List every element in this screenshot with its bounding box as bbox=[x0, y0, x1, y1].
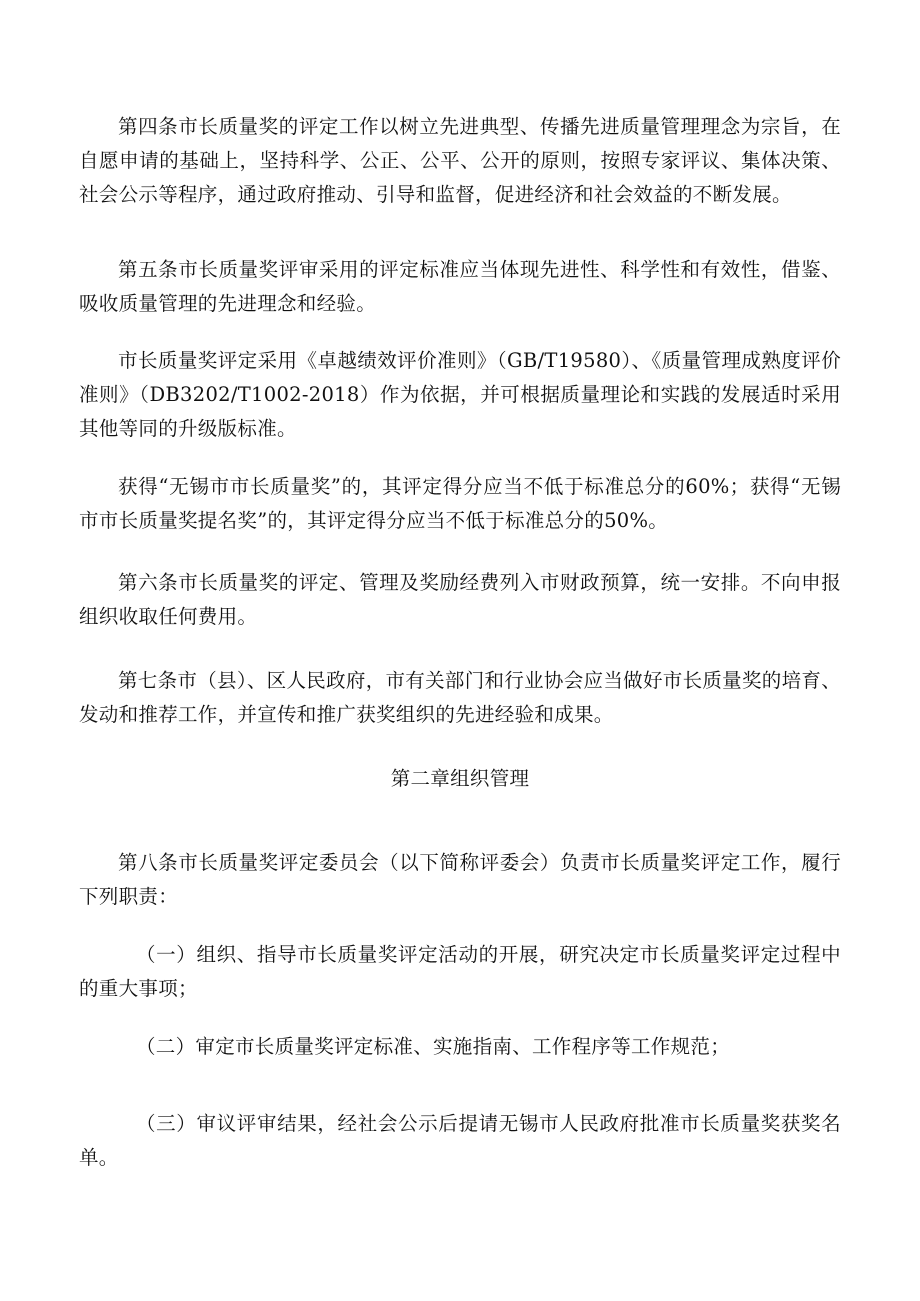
chapter-heading: 第二章组织管理 bbox=[390, 767, 530, 790]
article-eight-paragraph: 第八条市长质量奖评定委员会（以下简称评委会）负责市长质量奖评定工作，履行下列职责： bbox=[79, 851, 841, 908]
duty-item-1: （一）组织、指导市长质量奖评定活动的开展，研究决定市长质量奖评定过程中的重大事项； bbox=[79, 943, 841, 1000]
duty-item-2: （二）审定市长质量奖评定标准、实施指南、工作程序等工作规范； bbox=[136, 1035, 731, 1058]
score-requirement-paragraph: 获得“无锡市市长质量奖”的，其评定得分应当不低于标准总分的60%；获得“无锡市市长质量奖提名奖”的，其评定得分应当不低于标准总分的50%。 bbox=[79, 475, 841, 532]
article-six-paragraph: 第六条市长质量奖的评定、管理及奖励经费列入市财政预算，统一安排。不向申报组织收取任何费用。 bbox=[79, 571, 841, 628]
duty-item-3: （三）审议评审结果，经社会公示后提请无锡市人民政府批准市长质量奖获奖名单。 bbox=[79, 1112, 841, 1169]
article-four-paragraph: 第四条市长质量奖的评定工作以树立先进典型、传播先进质量管理理念为宗旨，在自愿申请的基础上，坚持科学、公正、公平、公开的原则，按照专家评议、集体决策、社会公示等程序，通过政府推动、引导和监督，促进经济和社会效益的不断发展。 bbox=[79, 115, 841, 206]
article-seven-paragraph: 第七条市（县）、区人民政府，市有关部门和行业协会应当做好市长质量奖的培育、发动和推荐工作，并宣传和推广获奖组织的先进经验和成果。 bbox=[79, 669, 841, 726]
article-five-paragraph: 第五条市长质量奖评审采用的评定标准应当体现先进性、科学性和有效性，借鉴、吸收质量管理的先进理念和经验。 bbox=[79, 258, 841, 315]
standards-paragraph: 市长质量奖评定采用《卓越绩效评价准则》（GB/T19580）、《质量管理成熟度评价准则》（DB3202/T1002-2018）作为依据，并可根据质量理论和实践的发展适时采用其他等同的升级版标准。 bbox=[79, 349, 841, 440]
